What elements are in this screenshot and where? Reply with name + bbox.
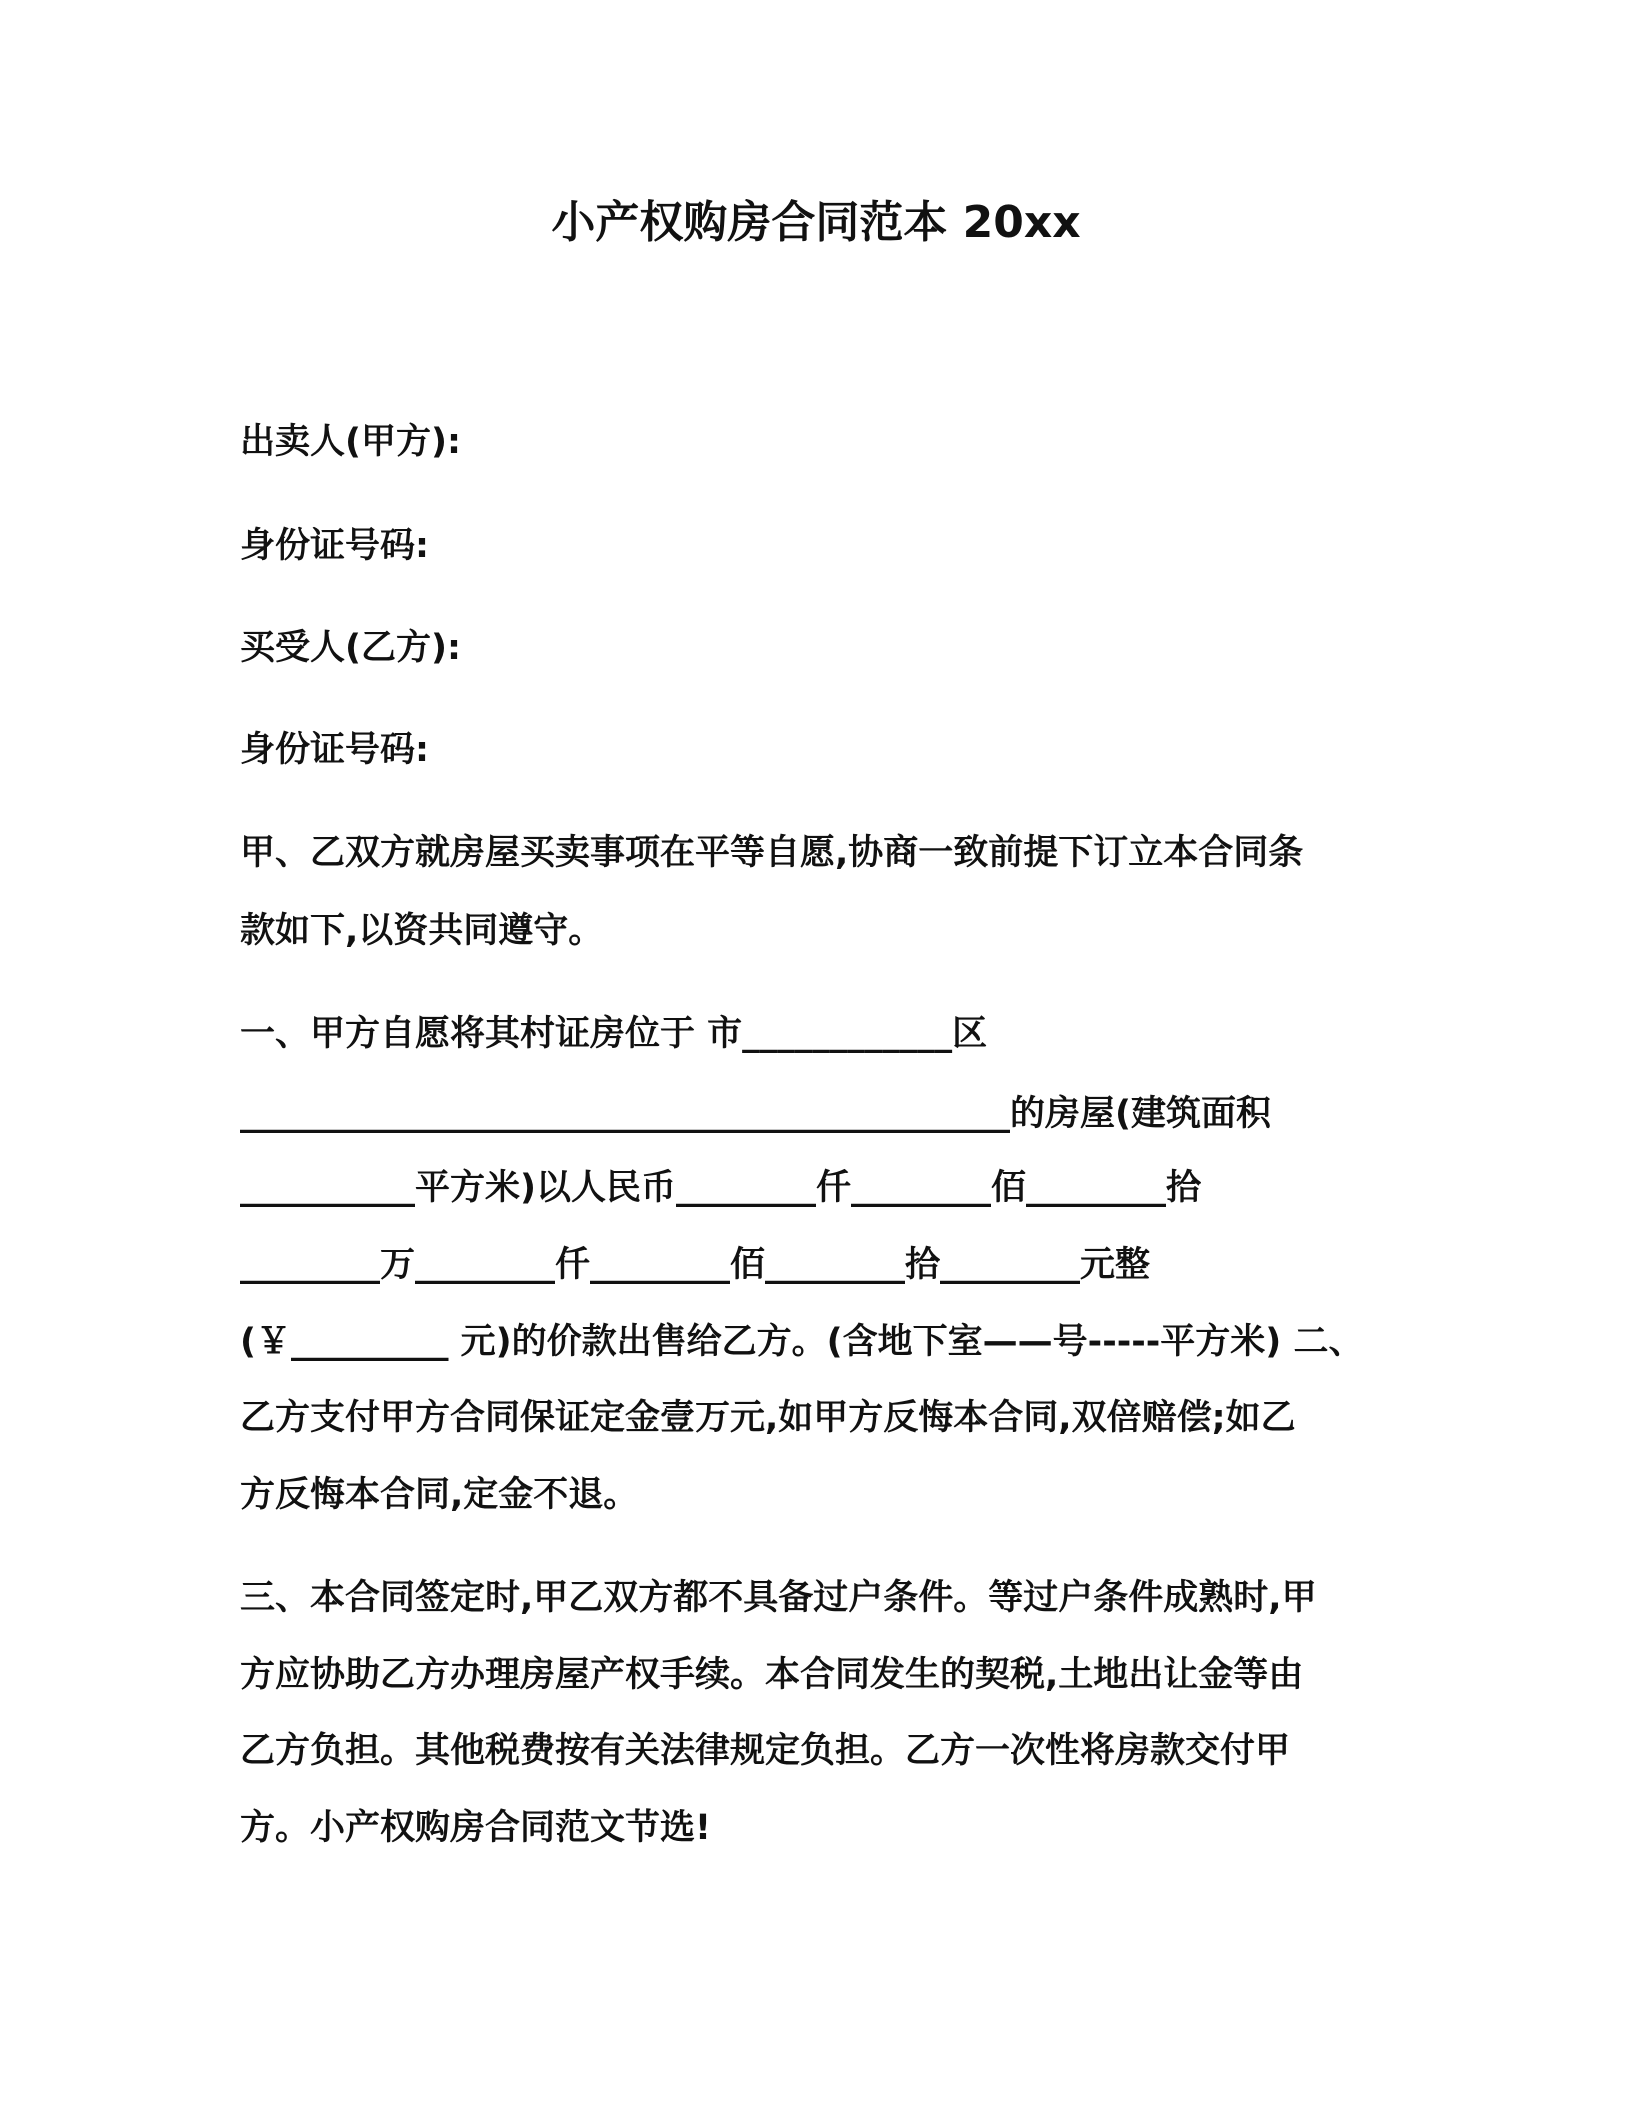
clause1-line-6: 乙方支付甲方合同保证定金壹万元,如甲方反悔本合同,双倍赔偿;如乙	[240, 1398, 1296, 1438]
clause3-line-4: 方。小产权购房合同范文节选!	[240, 1808, 711, 1848]
buyer-id-label: 身份证号码:	[240, 730, 429, 770]
buyer-label: 买受人(乙方):	[240, 628, 461, 668]
seller-id-label: 身份证号码:	[240, 526, 429, 566]
clause3-line-1: 三、本合同签定时,甲乙双方都不具备过户条件。等过户条件成熟时,甲	[240, 1578, 1317, 1618]
clause1-line-4: ________万________仟________佰________拾________元整	[240, 1245, 1151, 1285]
clause1-line-3: __________平方米)以人民币________仟________佰________拾	[240, 1168, 1201, 1208]
clause1-line-1: 一、甲方自愿将其村证房位于 市____________区	[240, 1014, 988, 1054]
document-title: 小产权购房合同范本 20xx	[551, 197, 1081, 248]
intro-line-1: 甲、乙双方就房屋买卖事项在平等自愿,协商一致前提下订立本合同条	[240, 833, 1304, 873]
clause1-line-2: ____________________________________________的房屋(建筑面积	[240, 1094, 1271, 1134]
clause1-line-7: 方反悔本合同,定金不退。	[240, 1475, 639, 1515]
intro-line-2: 款如下,以资共同遵守。	[240, 911, 604, 951]
seller-label: 出卖人(甲方):	[240, 422, 461, 462]
clause1-line-5: (￥_________ 元)的价款出售给乙方。(含地下室——号-----平方米) 二、	[240, 1322, 1364, 1362]
clause3-line-2: 方应协助乙方办理房屋产权手续。本合同发生的契税,土地出让金等由	[240, 1655, 1304, 1695]
clause3-line-3: 乙方负担。其他税费按有关法律规定负担。乙方一次性将房款交付甲	[240, 1731, 1291, 1771]
